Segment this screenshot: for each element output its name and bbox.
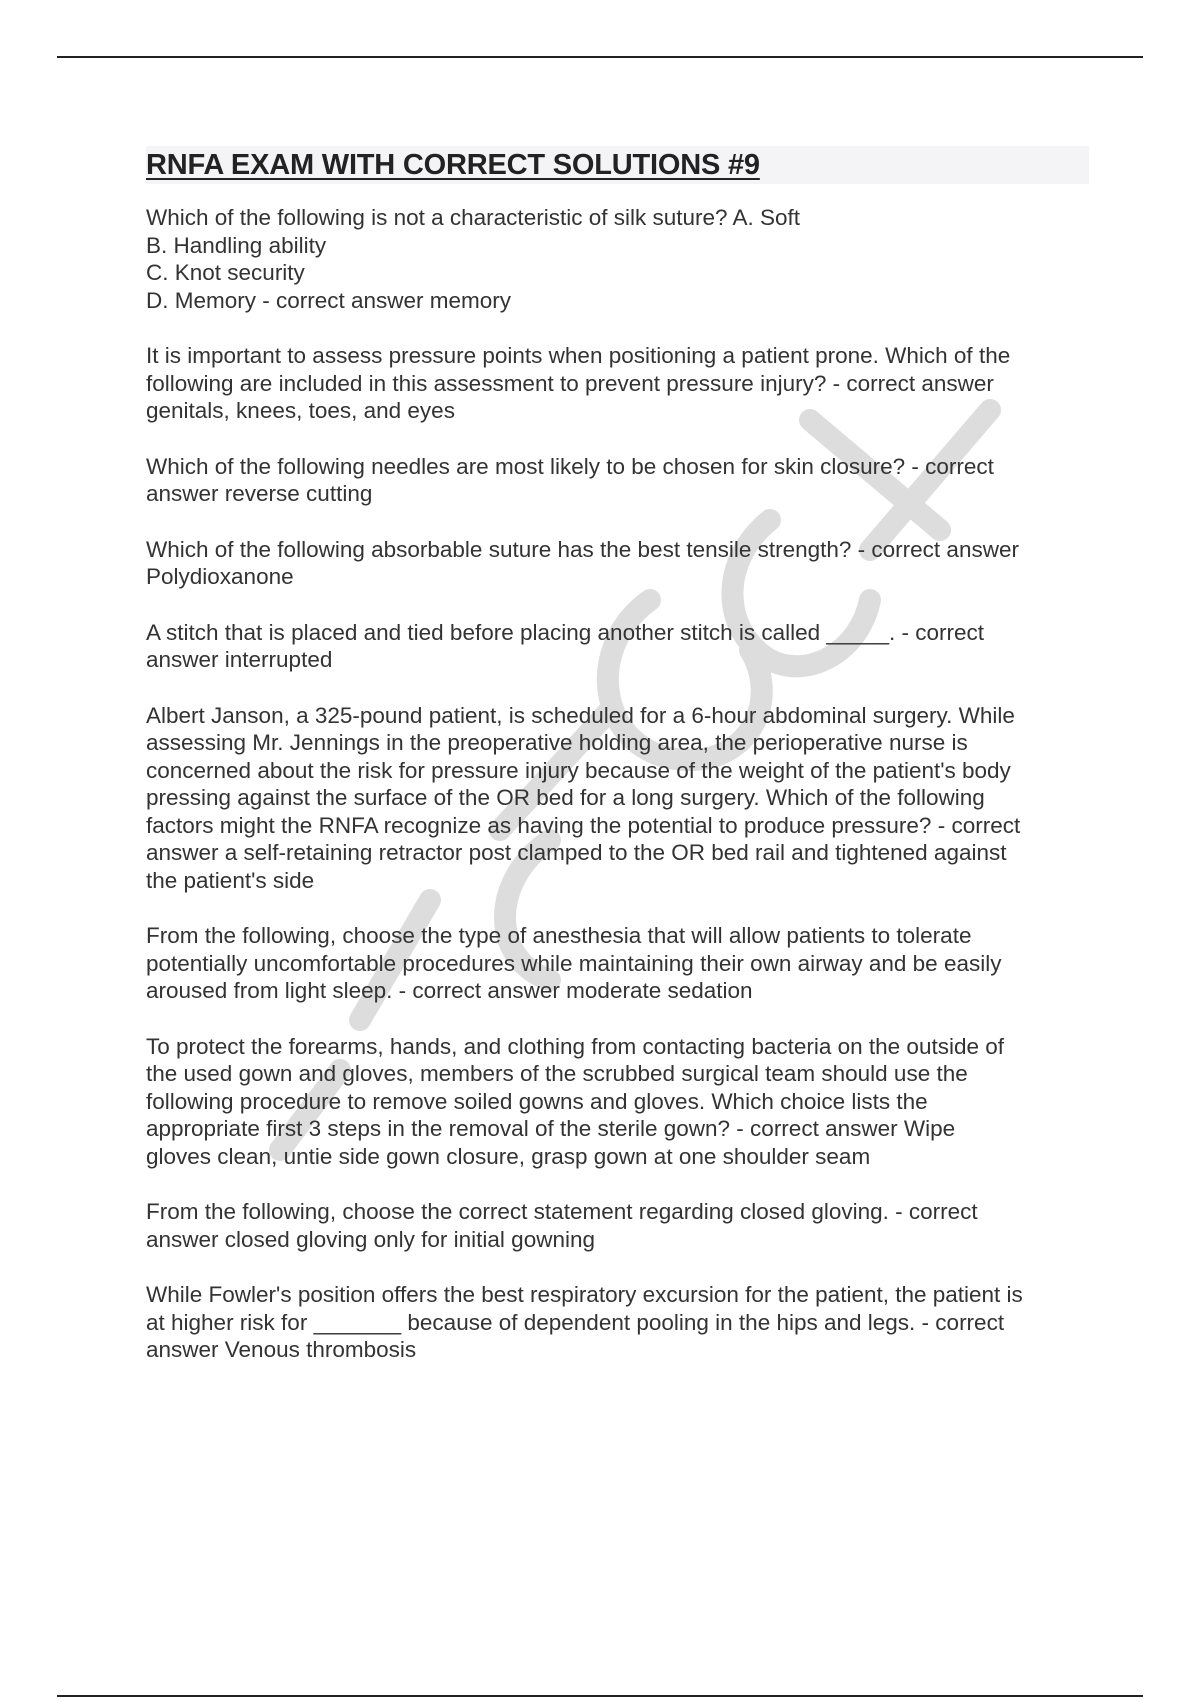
qa-item-8: To protect the forearms, hands, and clothing from contacting bacteria on the outside of the used gown and gloves, members of the scrubbed surgical team should use the following procedure to remove soiled gowns and gloves. Which choice lists the appropriate first 3 steps in the removal of the sterile gown? - correct answer Wipe gloves clean, untie side gown closure, grasp gown at one shoulder seam: [146, 1033, 1004, 1169]
top-rule: [57, 56, 1143, 58]
qa-item-10: While Fowler's position offers the best respiratory excursion for the patient, the patient is at higher risk for _______ because of dependent pooling in the hips and legs. - correct answer Venous thrombosis: [146, 1282, 1023, 1362]
qa-item-7: From the following, choose the type of anesthesia that will allow patients to tolerate potentially uncomfortable procedures while maintaining their own airway and be easily aroused from light sleep. - correct answer moderate sedation: [146, 923, 1002, 1003]
document-title: RNFA EXAM WITH CORRECT SOLUTIONS #9: [146, 148, 760, 181]
qa-item-9: From the following, choose the correct statement regarding closed gloving. - correct answer closed gloving only for initial gowning: [146, 1199, 978, 1252]
title-bar: [146, 146, 1089, 184]
qa-item-1: Which of the following is not a characteristic of silk suture? A. Soft B. Handling ability C. Knot security D. Memory - correct answer memory: [146, 205, 801, 313]
qa-item-6: Albert Janson, a 325-pound patient, is scheduled for a 6-hour abdominal surgery. While assessing Mr. Jennings in the preoperative holding area, the perioperative nurse is concerned about the risk for pressure injury because of the weight of the patient's body pressing against the surface of the OR bed for a long surgery. Which of the following factors might the RNFA recognize as having the potential to produce pressure? - correct answer a self-retaining retractor post clamped to the OR bed rail and tightened against the patient's side: [146, 702, 1021, 893]
qa-item-4: Which of the following absorbable suture has the best tensile strength? - correct answer Polydioxanone: [146, 536, 1019, 589]
qa-item-3: Which of the following needles are most likely to be chosen for skin closure? - correct answer reverse cutting: [146, 453, 994, 506]
document-body: [146, 146, 1091, 1392]
bottom-rule: [57, 1695, 1143, 1697]
qa-item-5: A stitch that is placed and tied before placing another stitch is called _____. - correct answer interrupted: [146, 619, 984, 672]
qa-item-2: It is important to assess pressure points when positioning a patient prone. Which of the following are included in this assessment to prevent pressure injury? - correct answer genitals, knees, toes, and eyes: [146, 343, 1011, 423]
